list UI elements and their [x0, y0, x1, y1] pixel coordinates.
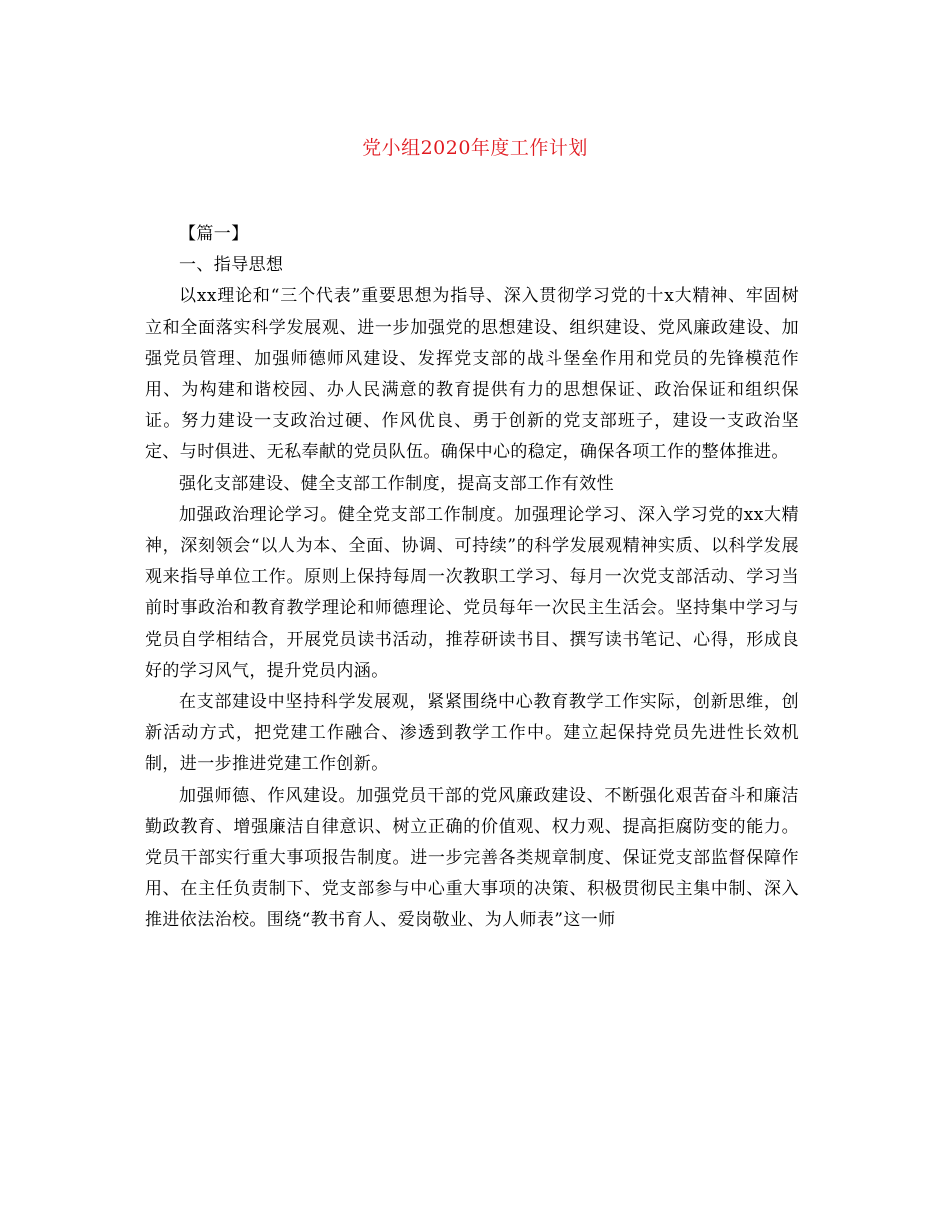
- section-heading-part-one: 【篇一】: [179, 224, 249, 244]
- section-heading-guiding-ideology: 一、指导思想: [179, 255, 284, 276]
- subheading-branch-building: 强化支部建设、健全支部工作制度，提高支部工作有效性: [179, 473, 614, 494]
- paragraph-ethics-style: 加强师德、作风建设。加强党员干部的党风廉政建设、不断强化艰苦奋斗和廉洁勤政教育、增强廉洁自律意识、树立正确的价值观、权力观、提高拒腐防变的能力。党员干部实行重大事项报告制度。进一步完善各类规章制度、保证党支部监督保障作用、在主任负责制下、党支部参与中心重大事项的决策、积极贯彻民主集中制、深入推进依法治校。围绕“教书育人、爱岗敬业、为人师表”这一师: [145, 785, 799, 931]
- paragraph-guiding-ideology: 以xx理论和“三个代表”重要思想为指导、深入贯彻学习党的十x大精神、牢固树立和全面落实科学发展观、进一步加强党的思想建设、组织建设、党风廉政建设、加强党员管理、加强师德师风建设、发挥党支部的战斗堡垒作用和党员的先锋模范作用、为构建和谐校园、办人民满意的教育提供有力的思想保证、政治保证和组织保证。努力建设一支政治过硬、作风优良、勇于创新的党支部班子，建设一支政治坚定、与时俱进、无私奉献的党员队伍。确保中心的稳定，确保各项工作的整体推进。: [145, 286, 799, 463]
- document-title: 党小组2020年度工作计划: [362, 137, 588, 159]
- paragraph-scientific-development: 在支部建设中坚持科学发展观，紧紧围绕中心教育教学工作实际，创新思维，创新活动方式，把党建工作融合、渗透到教学工作中。建立起保持党员先进性长效机制，进一步推进党建工作创新。: [145, 692, 799, 775]
- document-body: [145, 219, 799, 937]
- paragraph-political-study: 加强政治理论学习。健全党支部工作制度。加强理论学习、深入学习党的xx大精神，深刻领会“以人为本、全面、协调、可持续”的科学发展观精神实质、以科学发展观来指导单位工作。原则上保持每周一次教职工学习、每月一次党支部活动、学习当前时事政治和教育教学理论和师德理论、党员每年一次民主生活会。坚持集中学习与党员自学相结合，开展党员读书活动，推荐研读书目、撰写读书笔记、心得，形成良好的学习风气，提升党员内涵。: [145, 504, 799, 681]
